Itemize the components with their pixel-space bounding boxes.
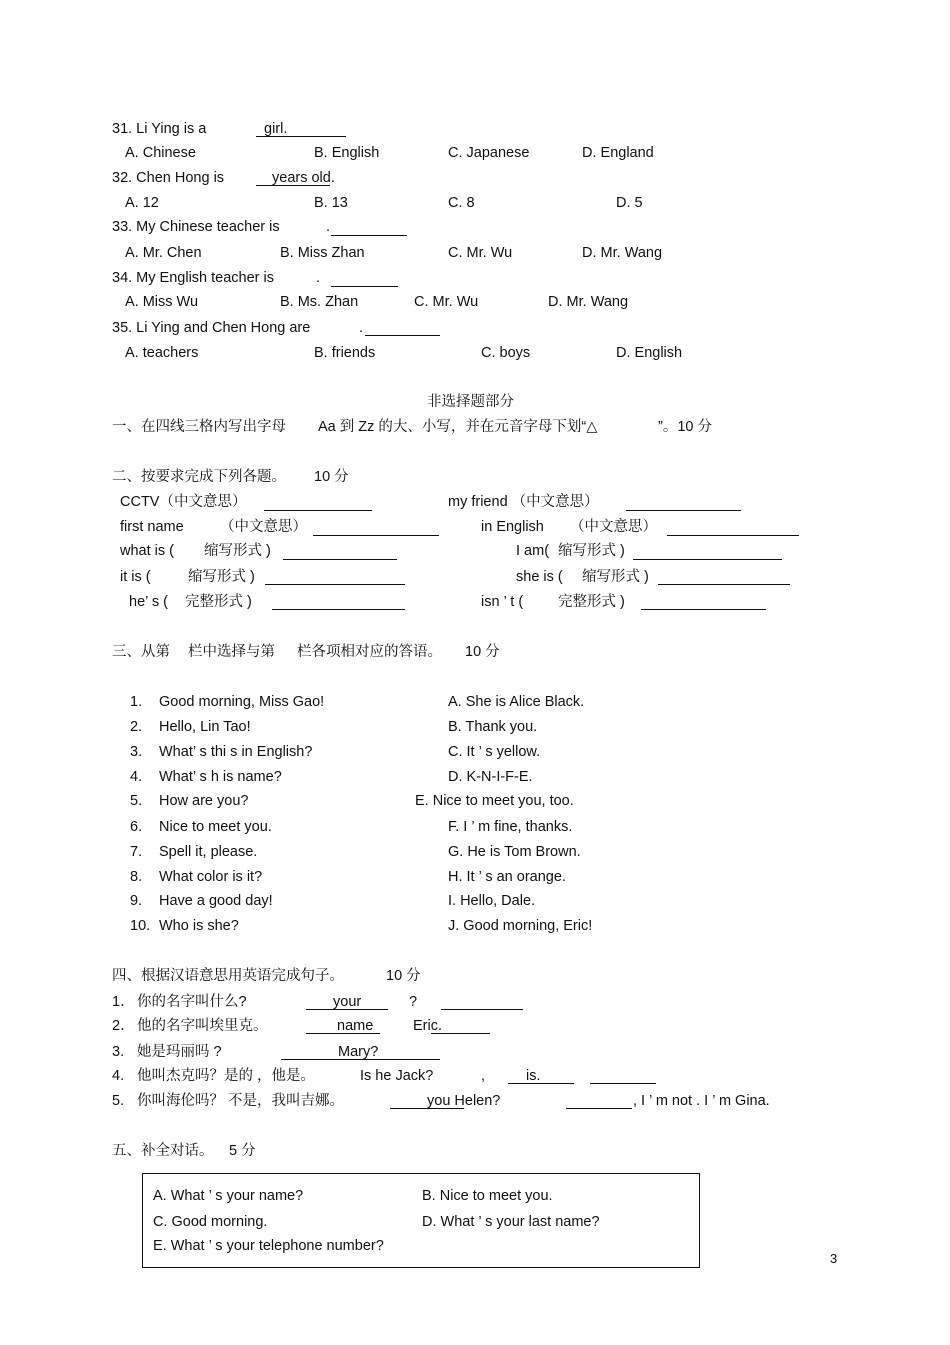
q34-option-a: A. Miss Wu <box>125 294 199 310</box>
s2-r4-right-blank[interactable] <box>658 584 790 585</box>
s4-title: 四、根据汉语意思用英语完成句子。 <box>112 968 344 984</box>
q34-option-c: C. Mr. Wu <box>414 294 479 310</box>
q35-option-a: A. teachers <box>125 345 199 361</box>
s4-l1-blank-2[interactable] <box>441 1009 523 1010</box>
s4-l3-chinese: 她是玛丽吗 ? <box>137 1044 222 1060</box>
s4-l2-chinese: 他的名字叫埃里克。 <box>137 1018 268 1034</box>
s2-r1-right-blank[interactable] <box>626 510 741 511</box>
s2-r2-left-b: （中文意思） <box>220 519 307 535</box>
s3-right-item: C. It ’ s yellow. <box>448 744 541 760</box>
q33-stem: 33. My Chinese teacher is <box>112 219 280 235</box>
s4-l2-blank-2[interactable] <box>431 1033 490 1034</box>
q35-dot: . <box>359 320 364 336</box>
s2-r3-right-blank[interactable] <box>633 559 782 560</box>
s2-r3-left: what is ( <box>120 543 174 559</box>
s4-l1-num: 1． <box>112 994 135 1010</box>
s2-r2-right-blank[interactable] <box>667 535 799 536</box>
s2-r1-left: CCTV（中文意思） <box>120 494 247 510</box>
q31-option-a: A. Chinese <box>125 145 196 161</box>
q33-option-a: A. Mr. Chen <box>125 245 202 261</box>
q34-option-b: B. Ms. Zhan <box>280 294 359 310</box>
s3-right-item: A. She is Alice Black. <box>448 694 585 710</box>
s2-r4-right-b: 缩写形式 ) <box>582 569 649 585</box>
s4-l5-num: 5. <box>112 1093 125 1109</box>
s4-l4-comma: , <box>481 1068 486 1084</box>
s3-right-item: G. He is Tom Brown. <box>448 844 581 860</box>
q35-blank-line[interactable] <box>365 335 440 336</box>
s3-right-item: J. Good morning, Eric! <box>448 918 593 934</box>
s5-option-e: E. What ’ s your telephone number? <box>153 1238 384 1254</box>
s4-l3-blank[interactable] <box>281 1059 440 1060</box>
s2-score: 10 分 <box>314 469 349 485</box>
q32-stem: 32. Chen Hong is <box>112 170 225 186</box>
s4-l4-word: is. <box>526 1068 541 1084</box>
s4-l5-chinese: 你叫海伦吗？ 不是，我叫吉娜。 <box>137 1093 345 1109</box>
s3-title-c: 栏各项相对应的答语。 <box>297 644 442 660</box>
s2-r4-left: it is ( <box>120 569 151 585</box>
s3-left-item: Who is she? <box>159 918 239 934</box>
s2-r5-right: isn ’ t ( <box>481 594 524 610</box>
s2-r2-right: in English <box>481 519 544 535</box>
s3-left-item: Have a good day! <box>159 893 273 909</box>
s2-r3-left-b: 缩写形式 ) <box>204 543 271 559</box>
s3-left-item: What color is it? <box>159 869 263 885</box>
s3-right-item: E. Nice to meet you, too. <box>415 793 574 809</box>
s2-r4-left-b: 缩写形式 ) <box>188 569 255 585</box>
s3-title-a: 三、从第 <box>112 644 170 660</box>
s4-l5-word: you Helen? <box>427 1093 501 1109</box>
s3-left-num: 2. <box>130 719 143 735</box>
s2-r3-left-blank[interactable] <box>283 559 397 560</box>
q32-option-d: D. 5 <box>616 195 643 211</box>
q33-dot: . <box>326 219 331 235</box>
s2-r4-left-blank[interactable] <box>265 584 405 585</box>
s3-score: 10 分 <box>465 644 500 660</box>
s5-title: 五、补全对话。 <box>112 1143 214 1159</box>
q32-blank-word: years old. <box>272 170 335 186</box>
s2-r5-right-blank[interactable] <box>641 609 766 610</box>
s4-l5-english: , I ’ m not . I ’ m Gina. <box>633 1093 770 1109</box>
q34-dot: . <box>316 270 321 286</box>
s4-l4-english: Is he Jack? <box>360 1068 434 1084</box>
s3-left-item: What’ s thi s in English? <box>159 744 313 760</box>
s1-text-b: Aa 到 Zz 的大、小写，并在元音字母下划“△ <box>318 419 598 435</box>
s5-option-d: D. What ’ s your last name? <box>422 1214 600 1230</box>
q31-stem: 31. Li Ying is a <box>112 121 207 137</box>
q31-option-b: B. English <box>314 145 380 161</box>
q31-option-d: D. England <box>582 145 654 161</box>
s3-left-item: What’ s h is name? <box>159 769 282 785</box>
s2-r1-right: my friend （中文意思） <box>448 494 599 510</box>
s5-option-c: C. Good morning. <box>153 1214 268 1230</box>
s2-r5-left-b: 完整形式 ) <box>185 594 252 610</box>
s4-l2-blank-1[interactable] <box>306 1033 380 1034</box>
s4-l1-qmark: ? <box>409 994 418 1010</box>
q34-option-d: D. Mr. Wang <box>548 294 629 310</box>
q32-blank-line[interactable] <box>256 185 330 186</box>
q31-blank-line[interactable] <box>256 136 346 137</box>
s4-l4-blank-2[interactable] <box>590 1083 656 1084</box>
s2-r5-right-b: 完整形式 ) <box>558 594 625 610</box>
s3-left-item: Hello, Lin Tao! <box>159 719 251 735</box>
s2-title: 二、按要求完成下列各题。 <box>112 469 286 485</box>
q32-option-a: A. 12 <box>125 195 159 211</box>
q31-option-c: C. Japanese <box>448 145 530 161</box>
s1-text-c: ”。10 分 <box>658 419 712 435</box>
s3-left-num: 7. <box>130 844 143 860</box>
part2-title: 非选择题部分 <box>427 394 514 410</box>
q34-stem: 34. My English teacher is <box>112 270 274 286</box>
s2-r2-left: first name <box>120 519 184 535</box>
s3-left-num: 10. <box>130 918 151 934</box>
s4-l4-blank-1[interactable] <box>508 1083 574 1084</box>
q35-option-b: B. friends <box>314 345 376 361</box>
q33-blank-line[interactable] <box>331 235 407 236</box>
q32-option-b: B. 13 <box>314 195 348 211</box>
s2-r3-right: I am( <box>516 543 550 559</box>
s4-l1-blank-1[interactable] <box>306 1009 388 1010</box>
s3-right-item: F. I ’ m fine, thanks. <box>448 819 573 835</box>
q31-blank-word: girl. <box>264 121 288 137</box>
s4-l3-num: 3. <box>112 1044 125 1060</box>
q35-option-d: D. English <box>616 345 683 361</box>
s3-left-num: 6. <box>130 819 143 835</box>
q33-option-d: D. Mr. Wang <box>582 245 663 261</box>
s4-l2-eric: Eric. <box>413 1018 442 1034</box>
s3-right-item: D. K-N-I-F-E. <box>448 769 533 785</box>
s4-l4-num: 4. <box>112 1068 125 1084</box>
s5-option-a: A. What ’ s your name? <box>153 1188 304 1204</box>
s4-l5-blank-2[interactable] <box>566 1108 632 1109</box>
s3-left-num: 9. <box>130 893 143 909</box>
q35-stem: 35. Li Ying and Chen Hong are <box>112 320 311 336</box>
s4-l2-word: name <box>337 1018 374 1034</box>
s3-right-item: I. Hello, Dale. <box>448 893 536 909</box>
s2-r1-left-blank[interactable] <box>264 510 372 511</box>
s2-r2-left-blank[interactable] <box>313 535 439 536</box>
s4-l5-blank-1[interactable] <box>390 1108 464 1109</box>
page-number: 3 <box>830 1251 838 1266</box>
s3-left-item: Spell it, please. <box>159 844 258 860</box>
s4-l3-word: Mary? <box>338 1044 379 1060</box>
s5-score: 5 分 <box>229 1143 256 1159</box>
s3-left-num: 1. <box>130 694 143 710</box>
s3-left-item: How are you? <box>159 793 249 809</box>
s4-l1-word: your <box>333 994 362 1010</box>
q34-blank-line[interactable] <box>331 286 398 287</box>
q32-option-c: C. 8 <box>448 195 475 211</box>
s4-l1-chinese: 你的名字叫什么? <box>137 994 247 1010</box>
s1-text-a: 一、在四线三格内写出字母 <box>112 419 286 435</box>
s3-left-item: Nice to meet you. <box>159 819 272 835</box>
q33-option-b: B. Miss Zhan <box>280 245 365 261</box>
q33-option-c: C. Mr. Wu <box>448 245 513 261</box>
s3-left-num: 8. <box>130 869 143 885</box>
s2-r3-right-b: 缩写形式 ) <box>558 543 625 559</box>
s2-r5-left-blank[interactable] <box>272 609 405 610</box>
s3-left-item: Good morning, Miss Gao! <box>159 694 325 710</box>
s5-option-b: B. Nice to meet you. <box>422 1188 553 1204</box>
s2-r2-right-b: （中文意思） <box>570 519 657 535</box>
q35-option-c: C. boys <box>481 345 531 361</box>
s3-right-item: B. Thank you. <box>448 719 538 735</box>
s2-r4-right: she is ( <box>516 569 563 585</box>
s3-title-b: 栏中选择与第 <box>188 644 275 660</box>
s3-left-num: 5. <box>130 793 143 809</box>
s2-r5-left: he’ s ( <box>129 594 168 610</box>
s3-left-num: 3. <box>130 744 143 760</box>
s4-l4-chinese: 他叫杰克吗？是的 ，他是。 <box>137 1068 316 1084</box>
s3-right-item: H. It ’ s an orange. <box>448 869 566 885</box>
s4-l2-num: 2． <box>112 1018 135 1034</box>
s4-score: 10 分 <box>386 968 421 984</box>
s3-left-num: 4. <box>130 769 143 785</box>
